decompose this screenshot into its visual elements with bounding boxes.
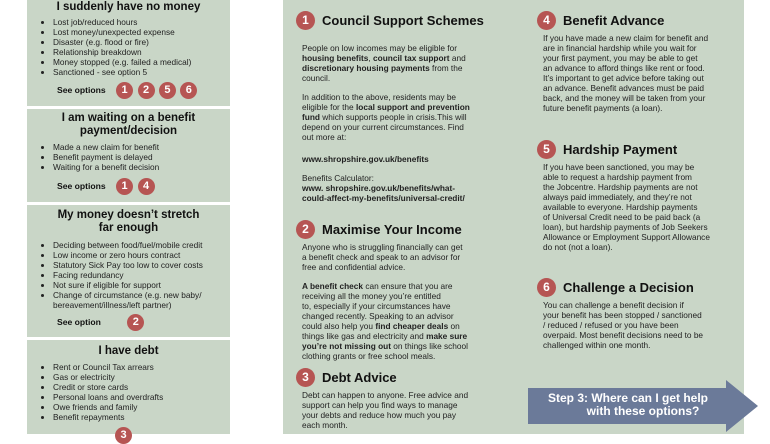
text-line: Allowance or Employment Support Allowance [543,232,710,242]
text-line: If you have made a new claim for benefit and [543,33,709,43]
card-title [27,109,230,138]
section-title-text: Hardship Payment [563,142,678,157]
text-line: challenged within one month. [543,340,651,350]
calculator-label: Benefits Calculator: [302,173,374,183]
list-item: • Facing redundancy [53,270,230,280]
text: and [449,53,466,63]
list-item: • Credit or store cards [53,382,230,392]
section-benefit-advance [537,11,742,113]
text-line: You can challenge a benefit decision if [543,300,684,310]
text-line: do not (not a loan). [543,242,613,252]
text-line: of Universal Credit need to be paid back (a [543,212,701,222]
text-line: always paid immediately, and they’re not [543,192,692,202]
card-title-line2: payment/decision [79,125,178,137]
calculator-block [296,173,506,203]
text: could also help you [302,321,376,331]
calculator-link[interactable]: could-affect-my-benefits/universal-credit/ [302,193,465,203]
list-item: • Relationship breakdown [53,47,230,57]
section-title-text: Benefit Advance [563,13,665,28]
text-line: each month. [302,420,348,430]
card-title: I suddenly have no money [56,1,201,13]
section-number-badge: 1 [296,11,315,30]
text-line: future benefit payments (a loan). [543,103,663,113]
list-item: • Rent or Council Tax arrears [53,362,230,372]
list-item: • Benefit payment is delayed [53,152,230,162]
option-badge[interactable]: 2 [127,314,144,331]
option-badge[interactable]: 6 [180,82,197,99]
text-line: able to request a hardship payment from [543,172,692,182]
text: , [368,53,374,63]
list-item: • Statutory Sick Pay too low to cover costs [53,260,230,270]
calculator-link[interactable]: www. shropshire.gov.uk/benefits/what- [302,183,456,193]
text-line: your first payment, you may be able to get [543,53,698,63]
option-badge[interactable]: 3 [115,427,132,444]
see-options-label: See option [57,316,101,327]
text-line: In addition to the above, residents may be [302,92,457,102]
card-list [27,142,230,172]
text-line: back, and the money will be taken from your [543,93,706,103]
list-item: • Owe friends and family [53,402,230,412]
bold-text: A benefit check [302,281,364,291]
section-title-text: Challenge a Decision [563,280,694,295]
list-item-line2: bereavement/illness/left partner) [53,300,172,310]
section-title [296,368,506,387]
list-item: • Made a new claim for benefit [53,142,230,152]
section-paragraph [537,162,742,252]
card-no-money [27,0,230,106]
card-waiting [27,109,230,202]
bold-text: fund [302,112,320,122]
benefits-link[interactable] [296,154,506,164]
section-council-support [296,11,506,203]
text-line: overpaid. Most benefit decisions need to be [543,330,704,340]
text-line: / reduced / refused or you have been [543,320,679,330]
card-debt [27,340,230,441]
see-options [57,82,199,99]
card-list [27,362,230,422]
text-line: to, especially if your circumstances have [302,301,451,311]
text-line: loan), but hardship payments of Job Seekers [543,222,708,232]
text: can ensure that you are [363,281,453,291]
link-text[interactable]: www.shropshire.gov.uk/benefits [302,154,429,164]
text-line: changed recently. Speaking to an advisor [302,311,454,321]
text-line: available to everyone. Hardship payments [543,202,698,212]
text-line: are in financial hardship while you wait for [543,43,697,53]
list-item: • Not sure if eligible for support [53,280,230,290]
bold-text: make sure [426,331,468,341]
card-title-line2: far enough [98,222,159,234]
section-hardship-payment [537,140,742,252]
section-title-text: Maximise Your Income [322,222,462,237]
bold-text: discretionary housing payments [302,63,430,73]
text: from the [429,63,463,73]
option-badge[interactable]: 1 [116,178,133,195]
step-3-text [528,392,728,418]
list-item: • Waiting for a benefit decision [53,162,230,172]
list-item: • Disaster (e.g. flood or fire) [53,37,230,47]
list-item: • Benefit repayments [53,412,230,422]
text-line: an advance. Benefit advances must be paid [543,83,704,93]
list-item [53,290,230,310]
option-badge[interactable]: 2 [138,82,155,99]
text-line: It’s important to get advice before taking out [543,73,704,83]
list-item: • Personal loans and overdrafts [53,392,230,402]
section-title [537,11,742,30]
section-number-badge: 4 [537,11,556,30]
card-list [27,17,230,77]
text: things like gas and electricity and [302,331,427,341]
text: on [448,321,460,331]
section-number-badge: 5 [537,140,556,159]
card-title-line1: My money doesn’t stretch [57,209,200,221]
card-title: I have debt [98,345,159,357]
section-paragraph [296,43,506,83]
option-badge[interactable]: 1 [116,82,133,99]
bold-text: find cheaper deals [375,321,449,331]
list-item: • Low income or zero hours contract [53,250,230,260]
section-number-badge: 2 [296,220,315,239]
text: which supports people in crisis.This will [319,112,467,122]
card-title-line1: I am waiting on a benefit [61,112,196,124]
text-line: your benefit has been stopped / sanctioned [543,310,702,320]
card-title [27,205,230,235]
text-line: free and confidential advice. [302,262,406,272]
section-title-text: Debt Advice [322,370,397,385]
text-line: council. [302,73,331,83]
bold-text: housing benefits [302,53,369,63]
section-number-badge: 6 [537,278,556,297]
list-item: • Sanctioned - see option 5 [53,67,230,77]
card-list [27,240,230,310]
section-title [296,11,506,30]
text-line: a benefit check and speak to an advisor for [302,252,461,262]
text-line: clothing grants or free school meals. [302,351,436,361]
see-options [57,178,157,195]
see-options-label: See options [57,84,106,95]
text-line: Debt can happen to anyone. Free advice and [302,390,469,400]
option-badge[interactable]: 5 [159,82,176,99]
list-item: • Lost money/unexpected expense [53,27,230,37]
step-3-line2: with these options? [586,404,700,418]
section-paragraph [296,92,506,142]
text-line: People on low incomes may be eligible for [302,43,457,53]
text: on things like school [390,341,468,351]
section-paragraph [296,281,506,361]
step-3-arrow [528,380,758,432]
step-3-line1: Step 3: Where can I get help [547,391,709,405]
text-line: Anyone who is struggling financially can get [302,242,463,252]
list-item-line1: Change of circumstance (e.g. new baby/ [53,290,202,300]
text-line: depend on your current circumstances. Find [302,122,464,132]
text-line: your debts and reduce how much you pay [302,410,457,420]
section-title [537,278,742,297]
text-line: an advance to afford things like rent or food. [543,63,705,73]
list-item: • Gas or electricity [53,372,230,382]
list-item: • Deciding between food/fuel/mobile credit [53,240,230,250]
bold-text: local support and prevention [355,102,470,112]
section-title [296,220,506,239]
section-title [537,140,742,159]
text: eligible for the [302,102,356,112]
option-badge[interactable]: 4 [138,178,155,195]
section-title-text: Council Support Schemes [322,13,484,28]
text-line: receiving all the money you’re entitled [302,291,441,301]
text-line: support can help you find ways to manage [302,400,458,410]
list-item: • Money stopped (e.g. failed a medical) [53,57,230,67]
section-paragraph [296,390,506,430]
bold-text: council tax support [373,53,450,63]
list-item: • Lost job/reduced hours [53,17,230,27]
text-line: out more at: [302,132,347,142]
bold-text: you’re not missing out [302,341,391,351]
see-options-label: See options [57,180,106,191]
text-line: If you have been sanctioned, you may be [543,162,695,172]
see-options [57,314,146,331]
section-challenge-decision [537,278,742,350]
section-paragraph [296,242,506,272]
section-paragraph [537,300,742,350]
card-money-stretch [27,205,230,337]
section-number-badge: 3 [296,368,315,387]
section-paragraph [537,33,742,113]
text-line: the Jobcentre. Hardship payments are not [543,182,698,192]
section-maximise-income [296,220,506,361]
section-debt-advice [296,368,506,430]
